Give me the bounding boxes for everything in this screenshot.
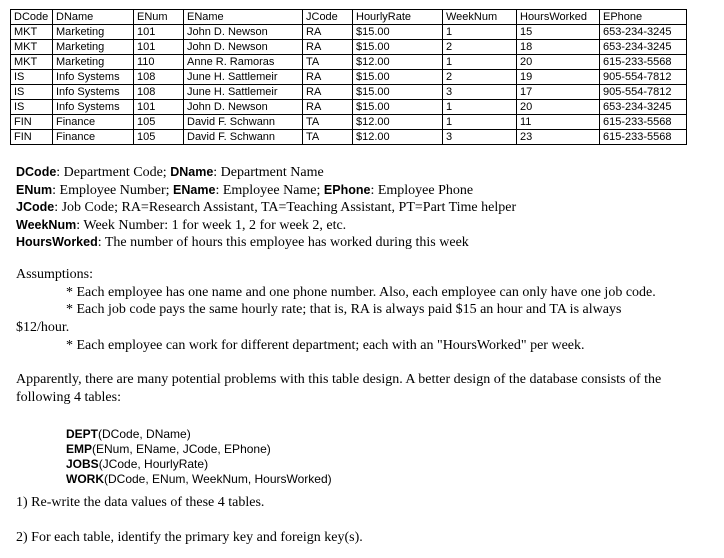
table-cell: 2	[443, 70, 517, 85]
schema-attrs: (DCode, ENum, WeekNum, HoursWorked)	[104, 472, 332, 486]
design-paragraph: Apparently, there are many potential problems with this table design. A better design of the database consists of the following 4 tables:	[16, 372, 662, 405]
schema-name: EMP	[66, 442, 93, 456]
table-cell: RA	[303, 40, 353, 55]
schema-item	[66, 472, 332, 487]
table-cell: 1	[443, 115, 517, 130]
table-cell: RA	[303, 25, 353, 40]
table-row	[11, 100, 687, 115]
employee-work-table	[10, 9, 687, 145]
header-cell: HoursWorked	[517, 10, 600, 25]
definition-term: JCode	[16, 200, 55, 214]
table-cell: $12.00	[353, 130, 443, 145]
table-cell: Marketing	[53, 55, 134, 70]
schema-list	[66, 427, 332, 487]
definition-text: : Employee Phone	[370, 182, 474, 198]
header-cell: DName	[53, 10, 134, 25]
header-cell: DCode	[11, 10, 53, 25]
question-2: 2) For each table, identify the primary key and foreign key(s).	[16, 530, 363, 545]
schema-item	[66, 427, 332, 442]
table-row	[11, 115, 687, 130]
table-cell: TA	[303, 115, 353, 130]
table-cell: $15.00	[353, 100, 443, 115]
definition-term: EPhone	[323, 182, 371, 197]
assumption-bullet: * Each employee has one name and one phone number. Also, each employee can only have one job code.	[66, 284, 656, 300]
schema-item	[66, 442, 332, 457]
table-cell: David F. Schwann	[184, 115, 303, 130]
schema-name: JOBS	[66, 457, 99, 471]
header-cell: EPhone	[600, 10, 687, 25]
header-cell: ENum	[134, 10, 184, 25]
table-cell: 110	[134, 55, 184, 70]
table-cell: 2	[443, 40, 517, 55]
table-cell: 20	[517, 55, 600, 70]
table-cell: 653-234-3245	[600, 25, 687, 40]
table-cell: June H. Sattlemeir	[184, 70, 303, 85]
table-cell: IS	[11, 85, 53, 100]
table-header-row	[11, 10, 687, 25]
table-cell: MKT	[11, 40, 53, 55]
table-cell: Info Systems	[53, 100, 134, 115]
table-cell: 101	[134, 25, 184, 40]
table-cell: IS	[11, 70, 53, 85]
header-cell: JCode	[303, 10, 353, 25]
definition-text: : The number of hours this employee has worked during this week	[97, 235, 469, 250]
table-cell: 105	[134, 130, 184, 145]
schema-attrs: (ENum, EName, JCode, EPhone)	[92, 442, 271, 456]
table-cell: 18	[517, 40, 600, 55]
table-cell: 3	[443, 130, 517, 145]
table-cell: 653-234-3245	[600, 100, 687, 115]
table-cell: MKT	[11, 55, 53, 70]
definition-line	[16, 199, 516, 217]
header-cell: HourlyRate	[353, 10, 443, 25]
table-cell: 20	[517, 100, 600, 115]
table-cell: 11	[517, 115, 600, 130]
table-cell: FIN	[11, 115, 53, 130]
definition-text: : Employee Name;	[215, 182, 324, 198]
table-cell: 101	[134, 40, 184, 55]
table-cell: 1	[443, 55, 517, 70]
definition-line	[16, 182, 516, 200]
table-cell: 615-233-5568	[600, 130, 687, 145]
table-cell: John D. Newson	[184, 25, 303, 40]
definition-term: DName	[170, 165, 214, 179]
table-cell: Marketing	[53, 40, 134, 55]
table-cell: TA	[303, 130, 353, 145]
table-cell: 108	[134, 85, 184, 100]
table-cell: 653-234-3245	[600, 40, 687, 55]
assumptions-section	[16, 266, 716, 355]
definition-text: : Week Number: 1 for week 1, 2 for week 2, etc.	[76, 217, 347, 233]
definition-term: HoursWorked	[16, 235, 98, 249]
table-cell: RA	[303, 100, 353, 115]
table-cell: John D. Newson	[184, 100, 303, 115]
definition-text: : Department Name	[213, 165, 324, 180]
schema-attrs: (DCode, DName)	[98, 427, 191, 441]
schema-name: DEPT	[66, 427, 99, 441]
assumption-bullet: * Each job code pays the same hourly rate; that is, RA is always paid $15 an hour and TA is always	[66, 302, 622, 317]
assumption-bullet-continuation: $12/hour.	[16, 319, 70, 335]
table-cell: June H. Sattlemeir	[184, 85, 303, 100]
table-cell: Info Systems	[53, 70, 134, 85]
table-cell: 17	[517, 85, 600, 100]
definition-line	[16, 164, 516, 182]
definition-term: DCode	[16, 165, 57, 179]
table-row	[11, 55, 687, 70]
table-cell: TA	[303, 55, 353, 70]
table-cell: 15	[517, 25, 600, 40]
header-cell: EName	[184, 10, 303, 25]
definition-text: : Job Code; RA=Research Assistant, TA=Teaching Assistant, PT=Part Time helper	[54, 200, 517, 215]
table-cell: 23	[517, 130, 600, 145]
definition-line	[16, 234, 516, 252]
definition-term: WeekNum	[16, 217, 77, 232]
table-cell: $15.00	[353, 85, 443, 100]
table-row	[11, 85, 687, 100]
table-cell: MKT	[11, 25, 53, 40]
table-cell: Marketing	[53, 25, 134, 40]
schema-attrs: (JCode, HourlyRate)	[98, 457, 209, 471]
table-cell: Finance	[53, 130, 134, 145]
table-cell: Anne R. Ramoras	[184, 55, 303, 70]
table-cell: IS	[11, 100, 53, 115]
table-cell: RA	[303, 70, 353, 85]
schema-item	[66, 457, 332, 472]
table-row	[11, 25, 687, 40]
table-cell: 905-554-7812	[600, 85, 687, 100]
table-cell: $15.00	[353, 25, 443, 40]
table-cell: 3	[443, 85, 517, 100]
table-cell: 905-554-7812	[600, 70, 687, 85]
table-cell: Finance	[53, 115, 134, 130]
definition-text: : Department Code;	[56, 165, 171, 180]
table-row	[11, 40, 687, 55]
table-cell: 1	[443, 100, 517, 115]
table-cell: $15.00	[353, 40, 443, 55]
table-cell: 105	[134, 115, 184, 130]
header-cell: WeekNum	[443, 10, 517, 25]
table-row	[11, 70, 687, 85]
definition-term: EName	[173, 182, 216, 197]
table-row	[11, 130, 687, 145]
question-1: 1) Re-write the data values of these 4 tables.	[16, 495, 265, 510]
table-cell: RA	[303, 85, 353, 100]
definition-text: : Employee Number;	[52, 182, 174, 198]
table-cell: 615-233-5568	[600, 115, 687, 130]
column-definitions	[16, 164, 516, 252]
table-cell: $15.00	[353, 70, 443, 85]
table-cell: $12.00	[353, 115, 443, 130]
table-cell: John D. Newson	[184, 40, 303, 55]
table-cell: FIN	[11, 130, 53, 145]
table-cell: 615-233-5568	[600, 55, 687, 70]
schema-name: WORK	[66, 472, 104, 486]
assumptions-heading: Assumptions:	[16, 267, 94, 282]
table-cell: Info Systems	[53, 85, 134, 100]
table-cell: 108	[134, 70, 184, 85]
definition-term: ENum	[16, 182, 53, 197]
table-cell: $12.00	[353, 55, 443, 70]
assumption-bullet: * Each employee can work for different department; each with an "HoursWorked" per week.	[66, 338, 585, 353]
table-cell: David F. Schwann	[184, 130, 303, 145]
definition-line	[16, 217, 516, 235]
table-cell: 101	[134, 100, 184, 115]
table-cell: 1	[443, 25, 517, 40]
table-cell: 19	[517, 70, 600, 85]
